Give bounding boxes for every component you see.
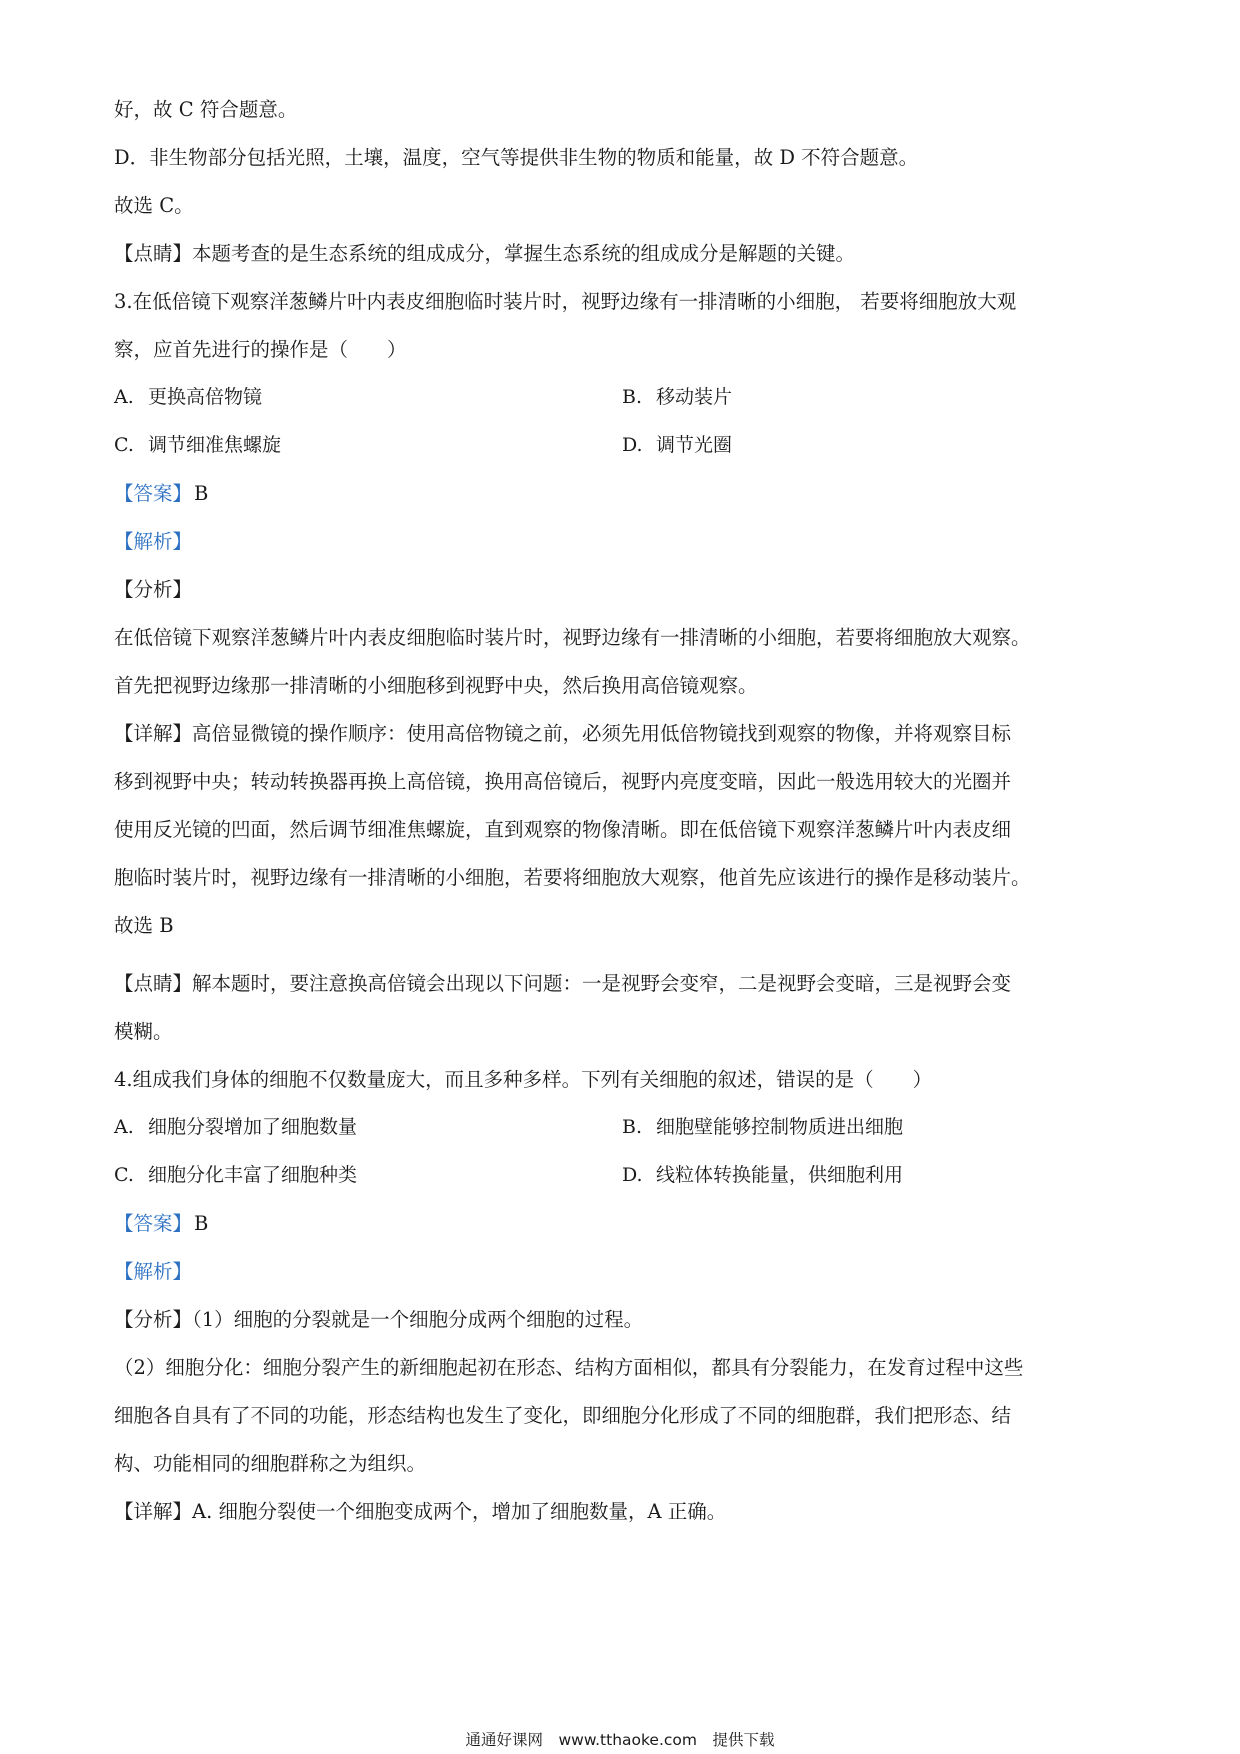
q3-option-d bbox=[622, 431, 1130, 460]
q4-fenxi-line-3: 细胞各自具有了不同的功能，形态结构也发生了变化，即细胞分化形成了不同的细胞群，我们把形态、结 bbox=[114, 1404, 1012, 1427]
answer-value: B bbox=[194, 482, 209, 505]
option-letter: B. bbox=[622, 1116, 643, 1138]
prev-answer-line-2: D．非生物部分包括光照，土壤，温度，空气等提供非生物的物质和能量，故 D 不符合题意。 bbox=[114, 146, 919, 169]
prev-dianjing bbox=[114, 239, 1134, 268]
q3-jiexi bbox=[114, 527, 1134, 556]
option-text: 移动装片 bbox=[656, 386, 733, 408]
q3-fenxi-line-2: 首先把视野边缘那一排清晰的小细胞移到视野中央，然后换用高倍镜观察。 bbox=[114, 674, 758, 697]
q4-option-c bbox=[114, 1161, 622, 1190]
q4-option-a bbox=[114, 1113, 622, 1142]
q3-option-a bbox=[114, 383, 622, 412]
q3-options-row-2 bbox=[114, 431, 1134, 460]
option-text: 细胞壁能够控制物质进出细胞 bbox=[656, 1116, 904, 1138]
answer-tag: 【答案】 bbox=[114, 482, 193, 505]
q3-xiangjie-line-1 bbox=[114, 719, 1134, 748]
q3-fenxi-heading bbox=[114, 575, 1134, 604]
option-text: 线粒体转换能量，供细胞利用 bbox=[656, 1164, 904, 1186]
option-text: 更换高倍物镜 bbox=[148, 386, 263, 408]
option-text: 调节细准焦螺旋 bbox=[148, 434, 282, 456]
answer-tag: 【答案】 bbox=[114, 1212, 193, 1235]
option-letter: C. bbox=[114, 1164, 134, 1186]
xiangjie-tag: 【详解】 bbox=[114, 1500, 193, 1523]
q3-dianjing-line-1 bbox=[114, 969, 1134, 998]
q3-xiangjie-line-4: 胞临时装片时，视野边缘有一排清晰的小细胞，若要将细胞放大观察，他首先应该进行的操作是移动装片。 bbox=[114, 866, 1031, 889]
document-page bbox=[114, 95, 1134, 1526]
q3-conclusion: 故选 B bbox=[114, 914, 174, 937]
q3-fenxi-line-1: 在低倍镜下观察洋葱鳞片叶内表皮细胞临时装片时，视野边缘有一排清晰的小细胞，若要将细胞放大观察。 bbox=[114, 626, 1031, 649]
jiexi-tag: 【解析】 bbox=[114, 530, 193, 553]
option-text: 调节光圈 bbox=[656, 434, 733, 456]
q4-options-row-2 bbox=[114, 1161, 1134, 1190]
q4-fenxi-line-1 bbox=[114, 1305, 1134, 1334]
answer-value: B bbox=[194, 1212, 209, 1235]
option-letter: A. bbox=[114, 386, 134, 408]
dianjing-text: 解本题时，要注意换高倍镜会出现以下问题：一是视野会变窄，二是视野会变暗，三是视野会变 bbox=[192, 972, 1012, 995]
option-letter: A. bbox=[114, 1116, 134, 1138]
q3-xiangjie-line-2: 移到视野中央；转动转换器再换上高倍镜，换用高倍镜后，视野内亮度变暗，因此一般选用较大的光圈并 bbox=[114, 770, 1012, 793]
option-text: 细胞分裂增加了细胞数量 bbox=[148, 1116, 358, 1138]
option-letter: D. bbox=[622, 434, 643, 456]
q3-dianjing-line-2: 模糊。 bbox=[114, 1020, 173, 1043]
dianjing-text: 本题考查的是生态系统的组成成分，掌握生态系统的组成成分是解题的关键。 bbox=[192, 242, 856, 265]
option-letter: D. bbox=[622, 1164, 643, 1186]
q4-stem: 4.组成我们身体的细胞不仅数量庞大，而且多种多样。下列有关细胞的叙述，错误的是（ ） bbox=[114, 1068, 933, 1091]
q3-stem-line-2: 察，应首先进行的操作是（ ） bbox=[114, 338, 407, 361]
xiangjie-tag: 【详解】 bbox=[114, 722, 193, 745]
q3-stem-line-1: 3.在低倍镜下观察洋葱鳞片叶内表皮细胞临时装片时，视野边缘有一排清晰的小细胞， 若要将细胞放大观 bbox=[114, 290, 1017, 313]
fenxi-tag: 【分析】 bbox=[114, 1308, 193, 1331]
xiangjie-text: A. 细胞分裂使一个细胞变成两个，增加了细胞数量，A 正确。 bbox=[192, 1500, 727, 1523]
fenxi-tag: 【分析】 bbox=[114, 578, 193, 601]
dianjing-tag: 【点睛】 bbox=[114, 972, 193, 995]
q3-option-b bbox=[622, 383, 1130, 412]
q4-fenxi-line-4: 构、功能相同的细胞群称之为组织。 bbox=[114, 1452, 427, 1475]
option-letter: C. bbox=[114, 434, 134, 456]
q4-option-b bbox=[622, 1113, 1130, 1142]
q4-answer bbox=[114, 1209, 1134, 1238]
jiexi-tag: 【解析】 bbox=[114, 1260, 193, 1283]
q3-answer bbox=[114, 479, 1134, 508]
q4-option-d bbox=[622, 1161, 1130, 1190]
xiangjie-text: 高倍显微镜的操作顺序：使用高倍物镜之前，必须先用低倍物镜找到观察的物像，并将观察目标 bbox=[192, 722, 1012, 745]
page-footer: 通通好课网 www.tthaoke.com 提供下载 bbox=[465, 1731, 775, 1749]
q3-options-row-1 bbox=[114, 383, 1134, 412]
option-letter: B. bbox=[622, 386, 643, 408]
option-text: 细胞分化丰富了细胞种类 bbox=[148, 1164, 358, 1186]
q4-xiangjie-line-1 bbox=[114, 1497, 1134, 1526]
q4-jiexi bbox=[114, 1257, 1134, 1286]
q4-fenxi-line-2: （2）细胞分化：细胞分裂产生的新细胞起初在形态、结构方面相似，都具有分裂能力，在发育过程中这些 bbox=[114, 1356, 1024, 1379]
prev-answer-line-1: 好，故 C 符合题意。 bbox=[114, 98, 298, 121]
q3-xiangjie-line-3: 使用反光镜的凹面，然后调节细准焦螺旋，直到观察的物像清晰。即在低倍镜下观察洋葱鳞片叶内表皮细 bbox=[114, 818, 1012, 841]
dianjing-tag: 【点睛】 bbox=[114, 242, 193, 265]
q4-options-row-1 bbox=[114, 1113, 1134, 1142]
fenxi-text: （1）细胞的分裂就是一个细胞分成两个细胞的过程。 bbox=[192, 1308, 644, 1331]
q3-option-c bbox=[114, 431, 622, 460]
prev-answer-conclusion: 故选 C。 bbox=[114, 194, 194, 217]
